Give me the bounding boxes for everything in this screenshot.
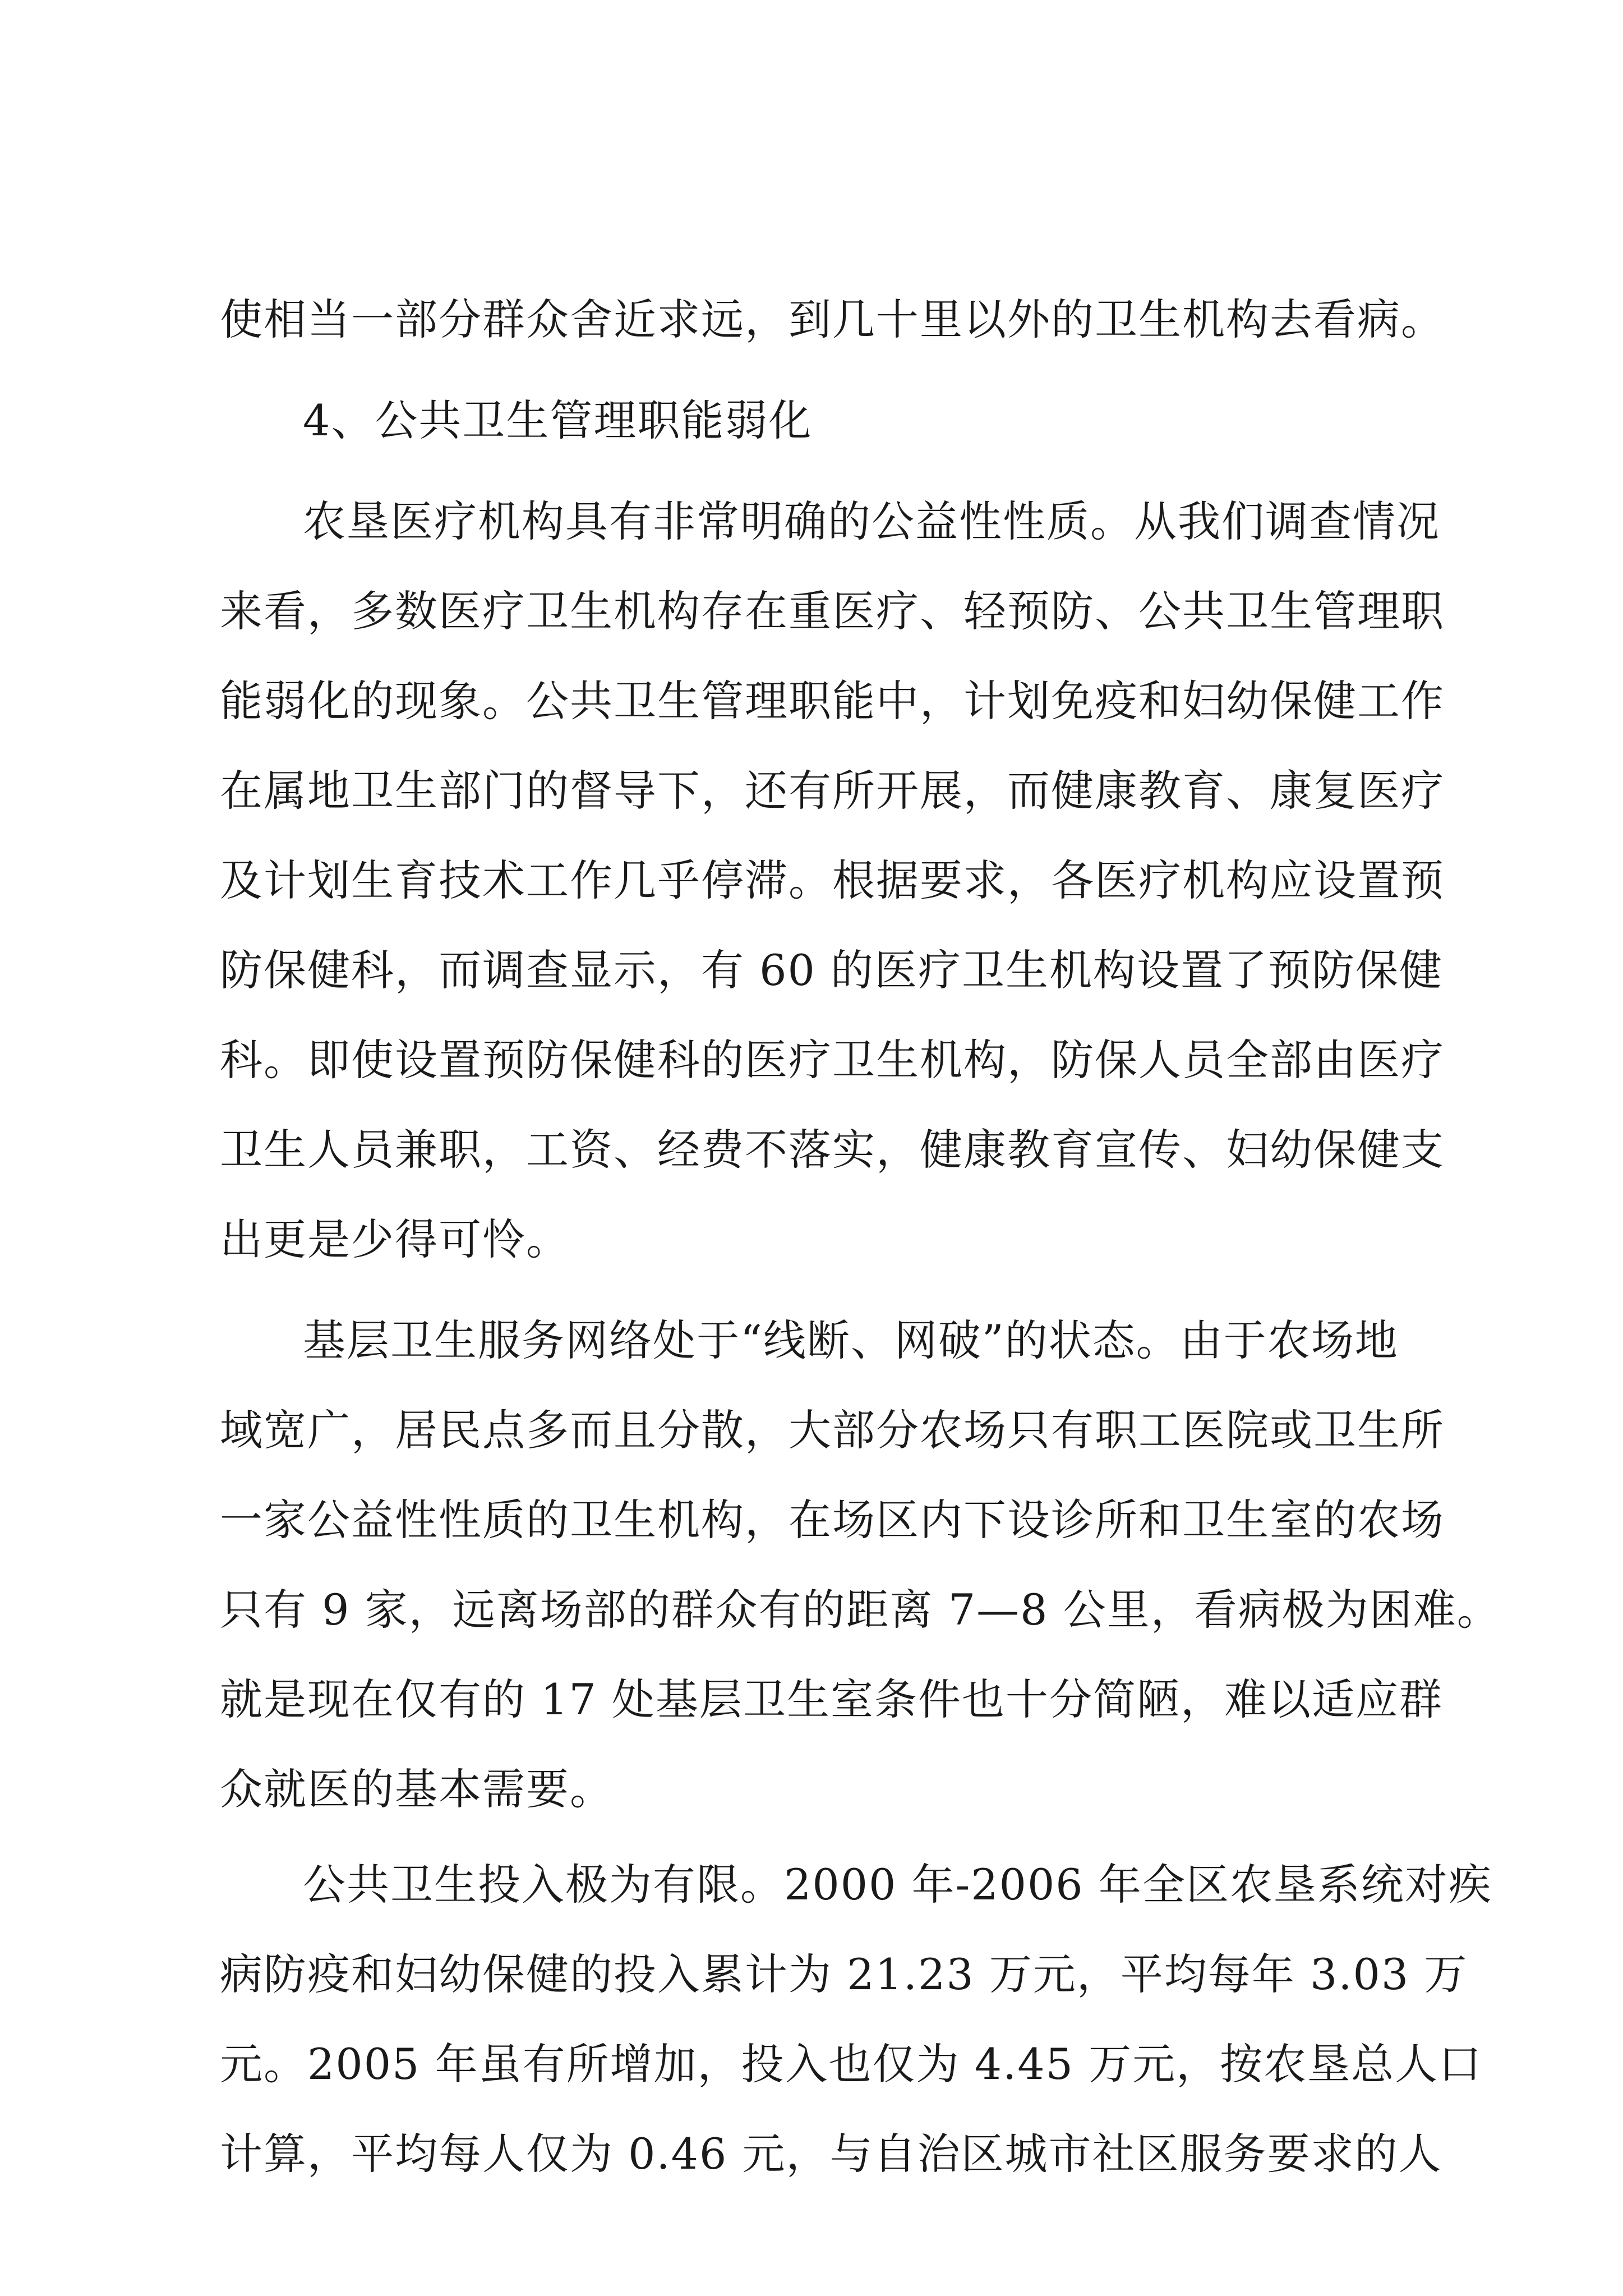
text-line: 域宽广，居民点多而且分散，大部分农场只有职工医院或卫生所 bbox=[220, 1405, 1445, 1455]
text-line: 病防疫和妇幼保健的投入累计为 21.23 万元，平均每年 3.03 万 bbox=[220, 1949, 1468, 1999]
text-line: 卫生人员兼职，工资、经费不落实，健康教育宣传、妇幼保健支 bbox=[220, 1125, 1445, 1175]
text-line: 一家公益性性质的卫生机构，在场区内下设诊所和卫生室的农场 bbox=[220, 1495, 1445, 1545]
text-line: 公共卫生投入极为有限。2000 年-2006 年全区农垦系统对疾 bbox=[303, 1860, 1492, 1910]
text-line: 出更是少得可怜。 bbox=[220, 1214, 570, 1264]
text-line: 只有 9 家，远离场部的群众有的距离 7—8 公里，看病极为困难。 bbox=[220, 1585, 1501, 1635]
text-line: 在属地卫生部门的督导下，还有所开展，而健康教育、康复医疗 bbox=[220, 766, 1445, 816]
text-line: 能弱化的现象。公共卫生管理职能中，计划免疫和妇幼保健工作 bbox=[220, 676, 1445, 726]
text-line: 计算，平均每人仅为 0.46 元，与自治区城市社区服务要求的人 bbox=[220, 2129, 1442, 2179]
text-line: 来看，多数医疗卫生机构存在重医疗、轻预防、公共卫生管理职 bbox=[220, 586, 1445, 636]
text-line: 众就医的基本需要。 bbox=[220, 1764, 614, 1814]
text-line: 就是现在仅有的 17 处基层卫生室条件也十分简陋，难以适应群 bbox=[220, 1674, 1444, 1724]
section-heading: 4、公共卫生管理职能弱化 bbox=[303, 395, 813, 445]
text-line: 使相当一部分群众舍近求远，到几十里以外的卫生机构去看病。 bbox=[220, 295, 1445, 344]
text-line: 基层卫生服务网络处于“线断、网破”的状态。由于农场地 bbox=[303, 1315, 1399, 1365]
text-line: 农垦医疗机构具有非常明确的公益性性质。从我们调查情况 bbox=[303, 496, 1440, 546]
text-line: 元。2005 年虽有所增加，投入也仅为 4.45 万元，按农垦总人口 bbox=[220, 2039, 1483, 2089]
text-line: 科。即使设置预防保健科的医疗卫生机构，防保人员全部由医疗 bbox=[220, 1035, 1445, 1085]
text-line: 防保健科，而调查显示，有 60 的医疗卫生机构设置了预防保健 bbox=[220, 945, 1444, 995]
text-line: 及计划生育技术工作几乎停滞。根据要求，各医疗机构应设置预 bbox=[220, 855, 1445, 905]
